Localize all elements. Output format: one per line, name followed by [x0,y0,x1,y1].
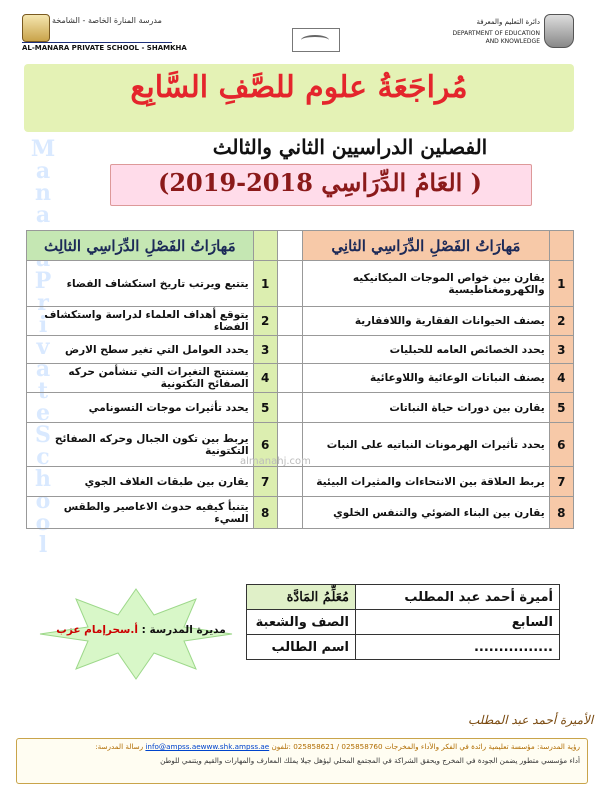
term3-number: 6 [253,423,277,467]
column-gap [277,231,302,261]
watermark-letter: c [36,444,50,470]
term2-skill: يقارن بين البناء الضوئي والتنفس الخلوي [303,497,550,529]
term3-skill: يتوقع أهداف العلماء لدراسة واستكشاف الفضاء [27,307,254,336]
term2-skill: يقارن بين دورات حياة النباتات [303,393,550,423]
skill-row [27,364,574,393]
watermark-letter: t [37,378,49,404]
principal-label: مديرة المدرسة : [141,624,226,636]
term2-skill: يربط العلاقة بين الانتحاءات والمثيرات البيئية [303,467,550,497]
center-emblem-icon [292,28,340,52]
term3-header-num [253,231,277,261]
term2-number: 8 [549,497,573,529]
student-value: ................ [356,635,560,660]
term3-skill: يستنتج التغيرات التي تنشأمن حركه الصفائح التكتونية [27,364,254,393]
term3-skill: يحدد العوامل التي تغير سطح الارض [27,336,254,364]
school-name-arabic: مدرسة المنارة الخاصة - الشامخة [52,16,162,25]
term3-number: 7 [253,467,277,497]
footer-line-1 [22,742,580,751]
watermark-letter: M [30,136,56,162]
skill-row [27,467,574,497]
term3-skill: يقارن بين طبقات الغلاف الجوي [27,467,254,497]
watermark-letter: v [36,334,50,360]
student-label: اسم الطالب [247,635,356,660]
skill-row [27,307,574,336]
term2-number: 1 [549,261,573,307]
adek-name-english-2: AND KNOWLEDGE [485,38,540,45]
watermark-letter: a [35,356,51,382]
column-gap [277,497,302,529]
watermark-letter: o [35,510,51,536]
term2-number: 3 [549,336,573,364]
skill-row [27,497,574,529]
term2-skill: يصنف الحيوانات الفقارية واللافقارية [303,307,550,336]
watermark-letter: e [36,400,50,426]
column-gap [277,364,302,393]
footer-mission-label: رسالة المدرسة: [95,742,144,751]
watermark-letter: n [35,180,51,206]
term2-number: 7 [549,467,573,497]
term2-header: مَهارَاتُ الفَصْلِ الدِّرَاسِي الثانِي [303,231,550,261]
term3-skill: يربط بين تكون الجبال وحركه الصفائح التكتونية [27,423,254,467]
term3-header: مَهارَاتُ الفَصْلِ الدِّرَاسِي الثالِث [27,231,254,261]
term3-number: 8 [253,497,277,529]
column-gap [277,393,302,423]
term2-skill: يحدد تأثيرات الهرمونات النباتيه على النبات [303,423,550,467]
teacher-signature: الأميرة أحمد عبد المطلب [468,713,594,727]
site-watermark: almanahj.com [240,456,311,467]
subtitle: الفصلين الدراسيين الثاني والثالث [212,135,488,159]
column-gap [277,467,302,497]
watermark-letter: o [35,488,51,514]
watermark-letter: S [35,422,51,448]
term2-number: 2 [549,307,573,336]
term2-header-num [549,231,573,261]
principal-name: أ.سحرإمام عزب [56,624,138,636]
term2-number: 6 [549,423,573,467]
term2-skill: يصنف النباتات الوعائية واللاوعائية [303,364,550,393]
adek-name-arabic: دائرة التعليم والمعرفة [476,18,540,26]
footer-vision: رؤية المدرسة: مؤسسة تعليمية رائدة في الفكر والأداء والمخرجات 025858760 / 025858621 :تلفون [271,742,580,751]
column-gap [277,336,302,364]
watermark-letter: r [37,290,49,316]
term3-number: 4 [253,364,277,393]
skills-table [26,230,574,529]
skill-row [27,336,574,364]
class-value: السابع [356,610,560,635]
watermark-letter: a [35,158,51,184]
term3-number: 5 [253,393,277,423]
skill-row [27,393,574,423]
term3-number: 1 [253,261,277,307]
principal-text [56,624,226,636]
watermark-letter: P [34,268,52,294]
watermark-letter: l [38,532,48,558]
teacher-value: أميرة أحمد عبد المطلب [356,585,560,610]
term2-skill: يقارن بين خواص الموجات الميكانيكيه والكهرومغناطيسية [303,261,550,307]
class-label: الصف والشعبة [247,610,356,635]
adek-logo [544,14,574,48]
term2-skill: يحدد الخصائص العامه للحبليات [303,336,550,364]
watermark-letter: h [35,466,51,492]
term3-number: 2 [253,307,277,336]
term3-skill: يتنبأ كيفيه حدوث الاعاصير والطقس السيء [27,497,254,529]
term3-number: 3 [253,336,277,364]
header-divider [22,42,172,43]
column-gap [277,261,302,307]
skill-row [27,261,574,307]
watermark-letter: a [35,202,51,228]
academic-year: ( العَامُ الدِّرَاسِي 2018-2019) [157,168,483,197]
term2-number: 4 [549,364,573,393]
term3-skill: يحدد تأثيرات موجات التسونامي [27,393,254,423]
watermark-letter: i [38,312,48,338]
school-name-english: AL-MANARA PRIVATE SCHOOL - SHAMKHA [22,44,187,52]
school-logo [22,14,50,42]
column-gap [277,307,302,336]
teacher-label: مُعَلِّمُ المَادَّة [247,585,356,610]
page-title: مُراجَعَةُ علوم للصَّفِ السَّابِع [130,70,468,105]
term3-skill: يتتبع ويرتب تاريخ استكشاف الفضاء [27,261,254,307]
footer-line-2: أداء مؤسسي متطور يضمن الجودة في المخرج ويحقق الشراكة في المجتمع المحلي ليؤهل جيلا يملك المعارف والمهارات والقيم ويتنمي للوطن [160,756,580,765]
footer-email-link[interactable]: info@ampss.aewww.shk.ampss.ae [145,742,270,751]
term2-number: 5 [549,393,573,423]
info-table [246,584,560,660]
adek-name-english-1: DEPARTMENT OF EDUCATION [452,30,540,37]
